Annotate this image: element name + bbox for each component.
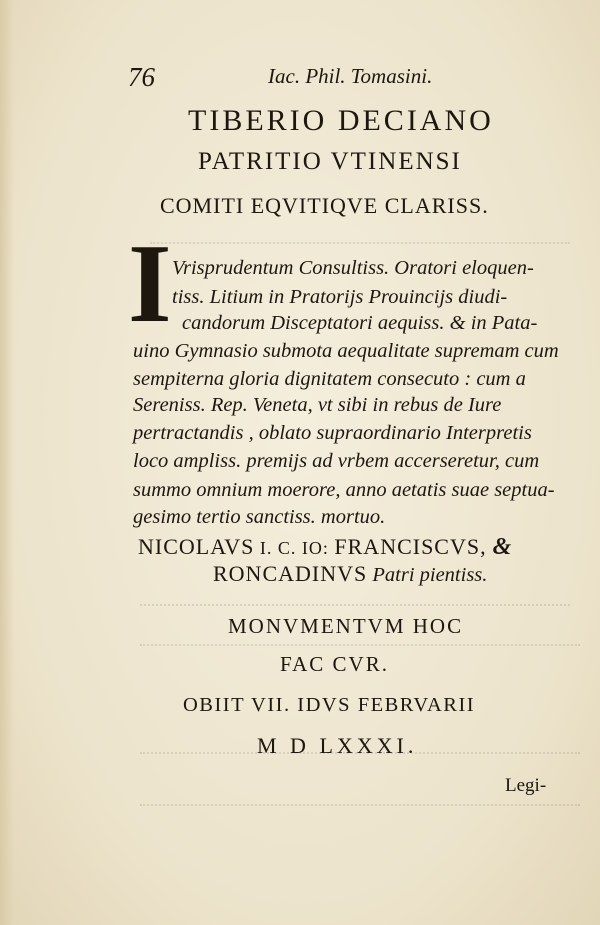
dedicator-name-roncadinus: RONCADINVS — [213, 561, 368, 586]
title-line-2: PATRITIO VTINENSI — [198, 148, 462, 175]
dedicator-name-nicolaus: NICOLAVS — [138, 534, 255, 559]
body-line: uino Gymnasio submota aequalitate supremam cum — [133, 340, 559, 362]
body-line: candorum Disceptatori aequiss. & in Pata- — [182, 312, 538, 334]
catchword: Legi- — [505, 775, 547, 796]
ampersand: & — [486, 534, 512, 560]
body-line: tiss. Litium in Pratorijs Prouincijs diudi- — [172, 286, 508, 308]
body-line: pertractandis , oblato supraordinario Interpretis — [133, 422, 532, 444]
closing-line-date: M D LXXXI. — [257, 733, 418, 758]
title-line-1: TIBERIO DECIANO — [188, 104, 494, 137]
dedicator-name-franciscus: FRANCISCVS, — [334, 534, 487, 559]
drop-cap: I — [128, 222, 172, 346]
closing-line-monumentum: MONVMENTVM HOC — [228, 614, 464, 638]
closing-line-fac-cur: FAC CVR. — [280, 652, 389, 676]
dedicator-relation: Patri pientiss. — [367, 564, 488, 586]
show-through-decoration — [150, 222, 570, 244]
running-head-author: Iac. Phil. Tomasini. — [268, 64, 433, 88]
dedicator-title: I. C. IO: — [254, 538, 335, 558]
body-line: loco ampliss. premijs ad vrbem accerseretur, cum — [133, 450, 540, 472]
closing-line-obiit: OBIIT VII. IDVS FEBRVARII — [183, 694, 476, 716]
title-line-3: COMITI EQVITIQVE CLARISS. — [160, 193, 489, 218]
body-line: Sereniss. Rep. Veneta, vt sibi in rebus de Iure — [133, 394, 502, 416]
page-number: 76 — [128, 62, 155, 92]
body-line: summo omnium moerore, anno aetatis suae septua- — [133, 479, 555, 501]
dedicator-line-2 — [213, 561, 487, 587]
body-line: gesimo tertio sanctiss. mortuo. — [133, 506, 386, 528]
body-line: Vrisprudentum Consultiss. Oratori eloquen- — [172, 257, 534, 279]
body-line: sempiterna gloria dignitatem consecuto : cum a — [133, 368, 526, 390]
show-through-decoration — [140, 590, 570, 606]
dedicator-line-1 — [138, 534, 511, 561]
